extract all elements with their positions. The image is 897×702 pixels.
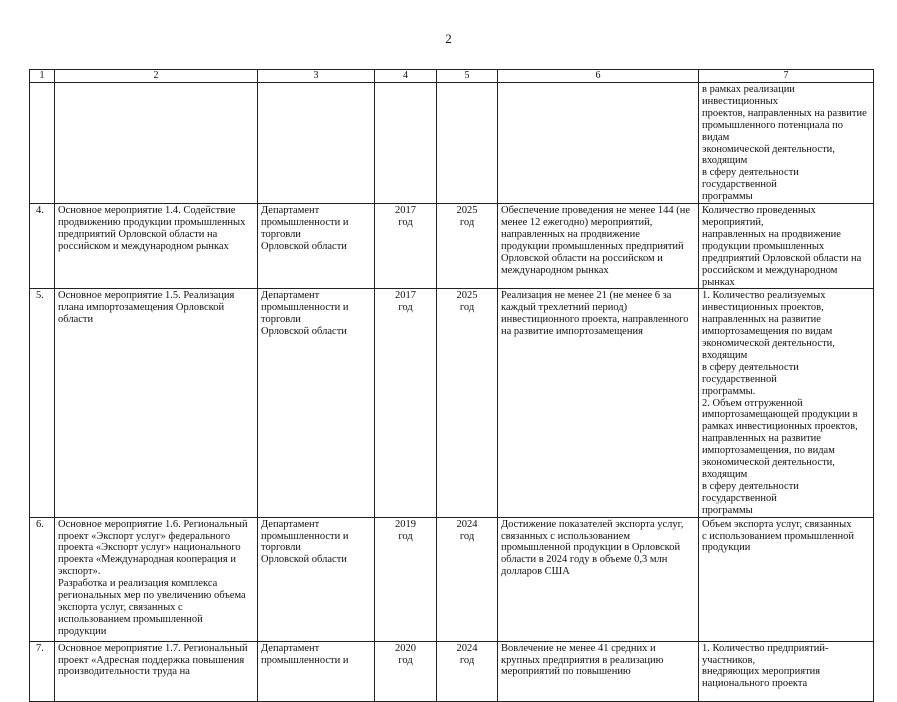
column-number: 3 (258, 70, 375, 83)
end-year-cell: 2024 год (437, 641, 498, 701)
measure-cell: Основное мероприятие 1.6. Региональный проект «Экспорт услуг» федерального проекта «Экспорт услуг» национального проекта «Международная кооперация и экспорт». Разработка и реализация комплекса региональных мер по увеличению объема экспорта услуг, связанных с использованием промышленной продукции (55, 517, 258, 641)
measure-cell: Основное мероприятие 1.4. Содействие продвижению продукции промышленных предприятий Орловской области на российском и международном рынках (55, 204, 258, 289)
result-cell: Вовлечение не менее 41 средних и крупных предприятия в реализацию мероприятий по повышению (498, 641, 699, 701)
measure-cell: Основное мероприятие 1.5. Реализация плана импортозамещения Орловской области (55, 289, 258, 517)
start-year-cell: 2019 год (375, 517, 437, 641)
column-number: 7 (699, 70, 874, 83)
column-number-row (30, 70, 874, 83)
start-year-cell: 2017 год (375, 289, 437, 517)
measure-cell (55, 83, 258, 204)
row-number: 5. (30, 289, 55, 517)
table-row (30, 204, 874, 289)
result-cell: Достижение показателей экспорта услуг, связанных с использованием промышленной продукции в Орловской области в 2024 году в объеме 0,3 млн долларов США (498, 517, 699, 641)
executor-cell: Департамент промышленности и (258, 641, 375, 701)
executor-cell: Департамент промышленности и торговли Орловской области (258, 289, 375, 517)
executor-cell (258, 83, 375, 204)
row-number: 7. (30, 641, 55, 701)
result-cell: Обеспечение проведения не менее 144 (не менее 12 ежегодно) мероприятий, направленных на продвижение продукции промышленных предприятий Орловской области на российском и международном рынках (498, 204, 699, 289)
measure-cell: Основное мероприятие 1.7. Региональный проект «Адресная поддержка повышения производительности труда на (55, 641, 258, 701)
indicator-cell: Количество проведенных мероприятий, направленных на продвижение продукции промышленных предприятий Орловской области на российском и международном рынках (699, 204, 874, 289)
indicator-cell: 1. Количество реализуемых инвестиционных проектов, направленных на развитие импортозамещения по видам экономической деятельности, входящим в сферу деятельности государственной программы. 2. Объем отгруженной импортозамещающей продукции в рамках инвестиционных проектов, направленных на развитие импортозамещения, по видам экономической деятельности, входящим в сферу деятельности государственной программы (699, 289, 874, 517)
start-year-cell: 2017 год (375, 204, 437, 289)
result-cell: Реализация не менее 21 (не менее 6 за каждый трехлетний период) инвестиционного проекта, направленного на развитие импортозамещения (498, 289, 699, 517)
page-number: 2 (445, 31, 452, 46)
table-row (30, 641, 874, 701)
start-year-cell (375, 83, 437, 204)
end-year-cell: 2025 год (437, 204, 498, 289)
end-year-cell (437, 83, 498, 204)
end-year-cell: 2025 год (437, 289, 498, 517)
measures-table (29, 69, 874, 702)
indicator-cell: Объем экспорта услуг, связанных с использованием промышленной продукции (699, 517, 874, 641)
row-number: 6. (30, 517, 55, 641)
result-cell (498, 83, 699, 204)
indicator-cell: в рамках реализации инвестиционных проектов, направленных на развитие промышленного потенциала по видам экономической деятельности, входящим в сферу деятельности государственной программы (699, 83, 874, 204)
row-number: 4. (30, 204, 55, 289)
column-number: 1 (30, 70, 55, 83)
column-number: 4 (375, 70, 437, 83)
executor-cell: Департамент промышленности и торговли Орловской области (258, 204, 375, 289)
table-row (30, 289, 874, 517)
column-number: 5 (437, 70, 498, 83)
table-row (30, 83, 874, 204)
table-row (30, 517, 874, 641)
column-number: 2 (55, 70, 258, 83)
executor-cell: Департамент промышленности и торговли Орловской области (258, 517, 375, 641)
indicator-cell: 1. Количество предприятий-участников, внедряющих мероприятия национального проекта (699, 641, 874, 701)
column-number: 6 (498, 70, 699, 83)
row-number (30, 83, 55, 204)
start-year-cell: 2020 год (375, 641, 437, 701)
end-year-cell: 2024 год (437, 517, 498, 641)
